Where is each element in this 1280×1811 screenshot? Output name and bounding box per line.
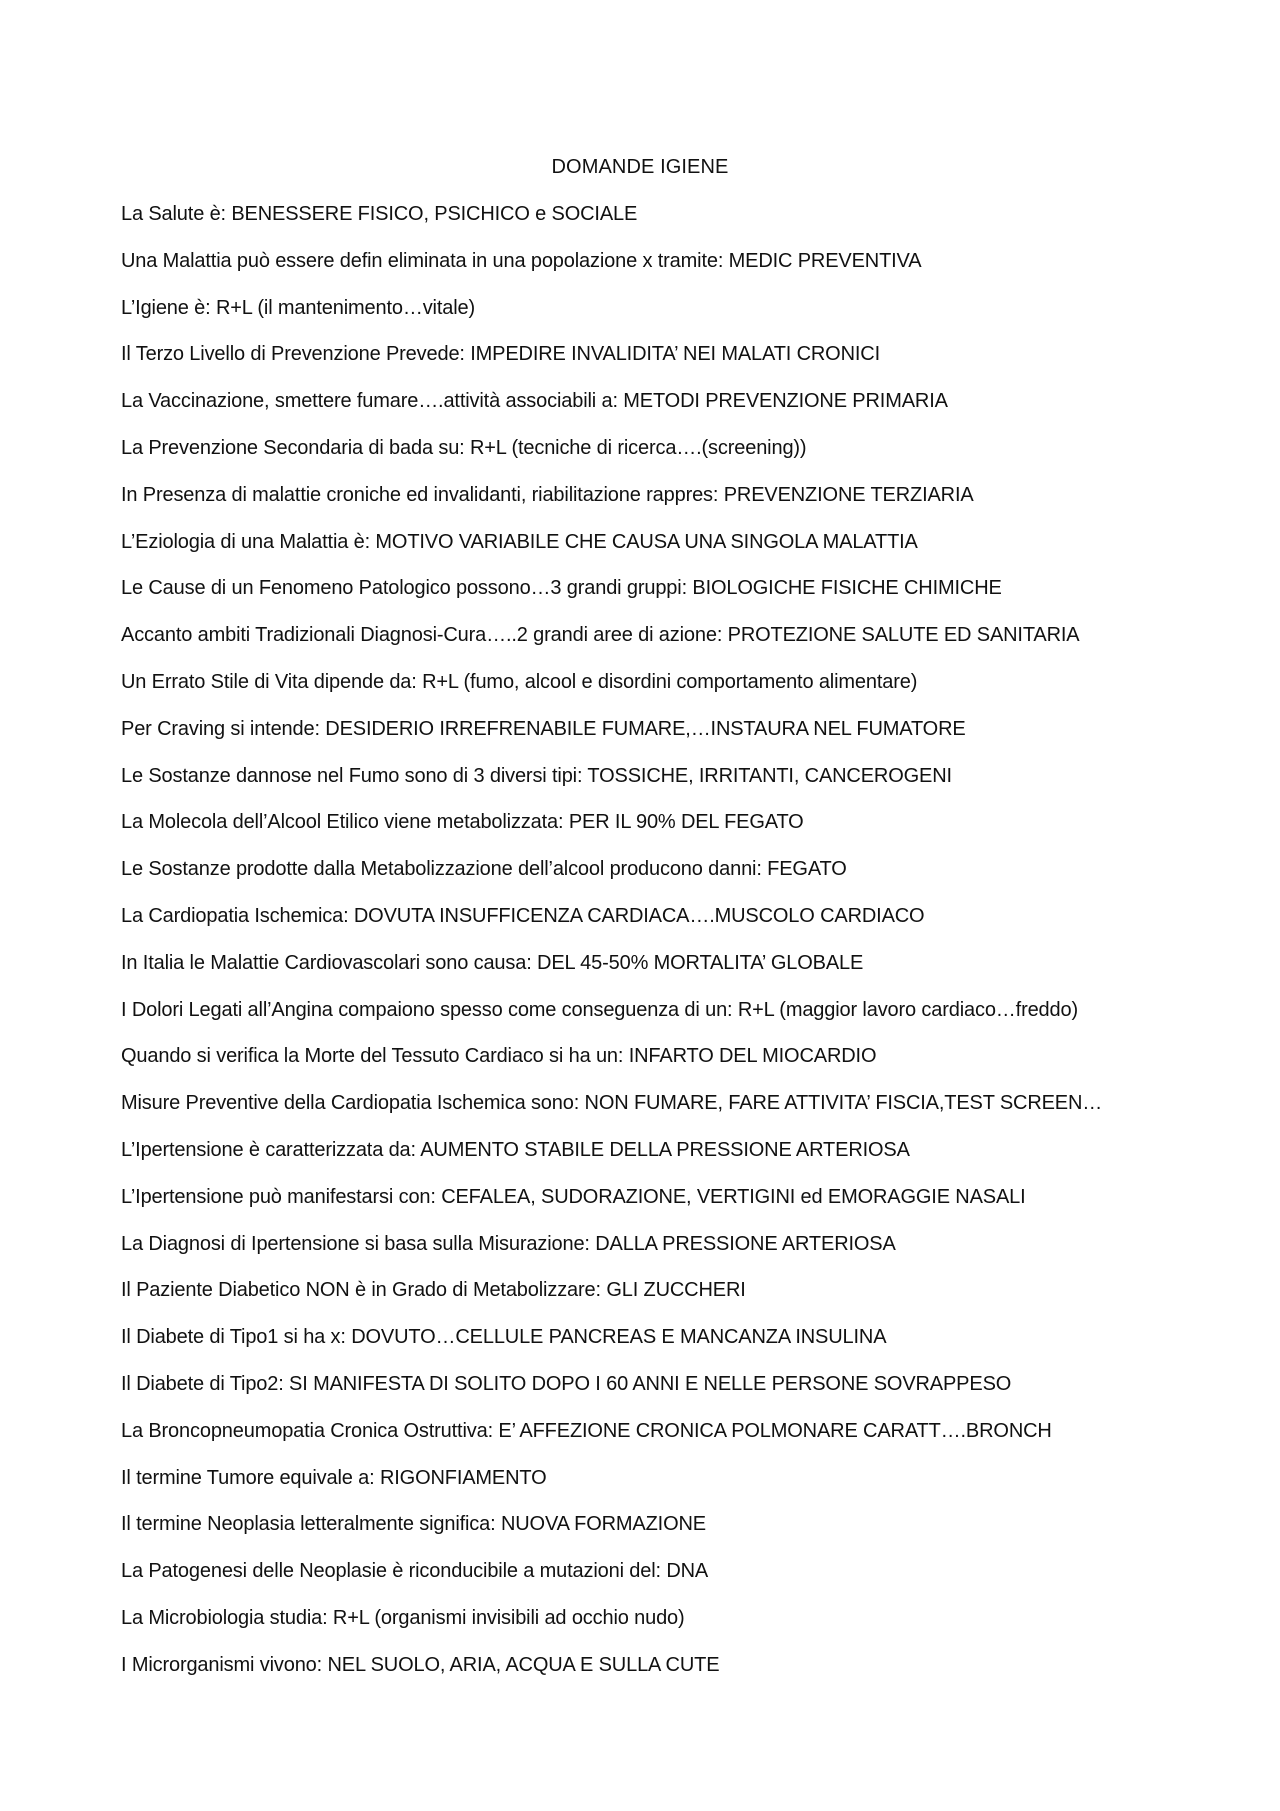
question-line: Misure Preventive della Cardiopatia Ischemica sono: NON FUMARE, FARE ATTIVITA’ FISCIA,TEST SCREEN… [121,1092,1103,1115]
question-line: Il Paziente Diabetico NON è in Grado di Metabolizzare: GLI ZUCCHERI [121,1279,746,1302]
question-line: L’Ipertensione può manifestarsi con: CEFALEA, SUDORAZIONE, VERTIGINI ed EMORAGGIE NASALI [121,1185,1026,1208]
question-line: Il Diabete di Tipo2: SI MANIFESTA DI SOLITO DOPO I 60 ANNI E NELLE PERSONE SOVRAPPESO [121,1372,1012,1395]
question-line: La Cardiopatia Ischemica: DOVUTA INSUFFICENZA CARDIACA….MUSCOLO CARDIACO [121,904,925,927]
question-line: Accanto ambiti Tradizionali Diagnosi-Cura…..2 grandi aree di azione: PROTEZIONE SALUTE ED SANITARIA [121,624,1080,647]
question-line: La Salute è: BENESSERE FISICO, PSICHICO e SOCIALE [121,203,638,225]
question-line: Il Terzo Livello di Prevenzione Prevede: IMPEDIRE INVALIDITA’ NEI MALATI CRONICI [121,343,880,366]
question-line: Per Craving si intende: DESIDERIO IRREFRENABILE FUMARE,…INSTAURA NEL FUMATORE [121,717,966,740]
question-line: Una Malattia può essere defin eliminata in una popolazione x tramite: MEDIC PREVENTIVA [121,249,922,272]
question-line: La Prevenzione Secondaria di bada su: R+L (tecniche di ricerca….(screening)) [121,436,807,459]
question-line: La Diagnosi di Ipertensione si basa sulla Misurazione: DALLA PRESSIONE ARTERIOSA [121,1232,896,1255]
question-line: Un Errato Stile di Vita dipende da: R+L (fumo, alcool e disordini comportamento alimentare) [121,670,918,693]
question-line: Il termine Tumore equivale a: RIGONFIAMENTO [121,1466,547,1489]
question-line: La Vaccinazione, smettere fumare….attività associabili a: METODI PREVENZIONE PRIMARIA [121,390,948,413]
question-line: L’Eziologia di una Malattia è: MOTIVO VARIABILE CHE CAUSA UNA SINGOLA MALATTIA [121,530,918,553]
question-line: L’Ipertensione è caratterizzata da: AUMENTO STABILE DELLA PRESSIONE ARTERIOSA [121,1138,910,1161]
question-line: L’Igiene è: R+L (il mantenimento…vitale) [121,296,476,319]
question-line: La Patogenesi delle Neoplasie è riconducibile a mutazioni del: DNA [121,1560,709,1583]
question-line: In Italia le Malattie Cardiovascolari sono causa: DEL 45-50% MORTALITA’ GLOBALE [121,951,864,974]
question-line: Le Sostanze dannose nel Fumo sono di 3 diversi tipi: TOSSICHE, IRRITANTI, CANCEROGENI [121,764,952,787]
question-line: Le Sostanze prodotte dalla Metabolizzazione dell’alcool producono danni: FEGATO [121,858,847,881]
question-line: La Molecola dell’Alcool Etilico viene metabolizzata: PER IL 90% DEL FEGATO [121,811,804,834]
question-list [121,202,1261,1700]
question-line: I Microrganismi vivono: NEL SUOLO, ARIA, ACQUA E SULLA CUTE [121,1653,720,1676]
question-line: Quando si verifica la Morte del Tessuto Cardiaco si ha un: INFARTO DEL MIOCARDIO [121,1045,877,1068]
question-line: La Microbiologia studia: R+L (organismi invisibili ad occhio nudo) [121,1606,685,1629]
question-line: In Presenza di malattie croniche ed invalidanti, riabilitazione rappres: PREVENZIONE TERZIARIA [121,483,974,506]
question-line: Il termine Neoplasia letteralmente significa: NUOVA FORMAZIONE [121,1513,706,1536]
question-line: Il Diabete di Tipo1 si ha x: DOVUTO…CELLULE PANCREAS E MANCANZA INSULINA [121,1326,887,1349]
question-line: La Broncopneumopatia Cronica Ostruttiva: E’ AFFEZIONE CRONICA POLMONARE CARATT….BRONCH [121,1419,1052,1442]
question-line: Le Cause di un Fenomeno Patologico possono…3 grandi gruppi: BIOLOGICHE FISICHE CHIMICHE [121,577,1002,600]
document-title: DOMANDE IGIENE [551,156,729,178]
question-line: I Dolori Legati all’Angina compaiono spesso come conseguenza di un: R+L (maggior lavoro cardiaco…freddo) [121,998,1078,1021]
